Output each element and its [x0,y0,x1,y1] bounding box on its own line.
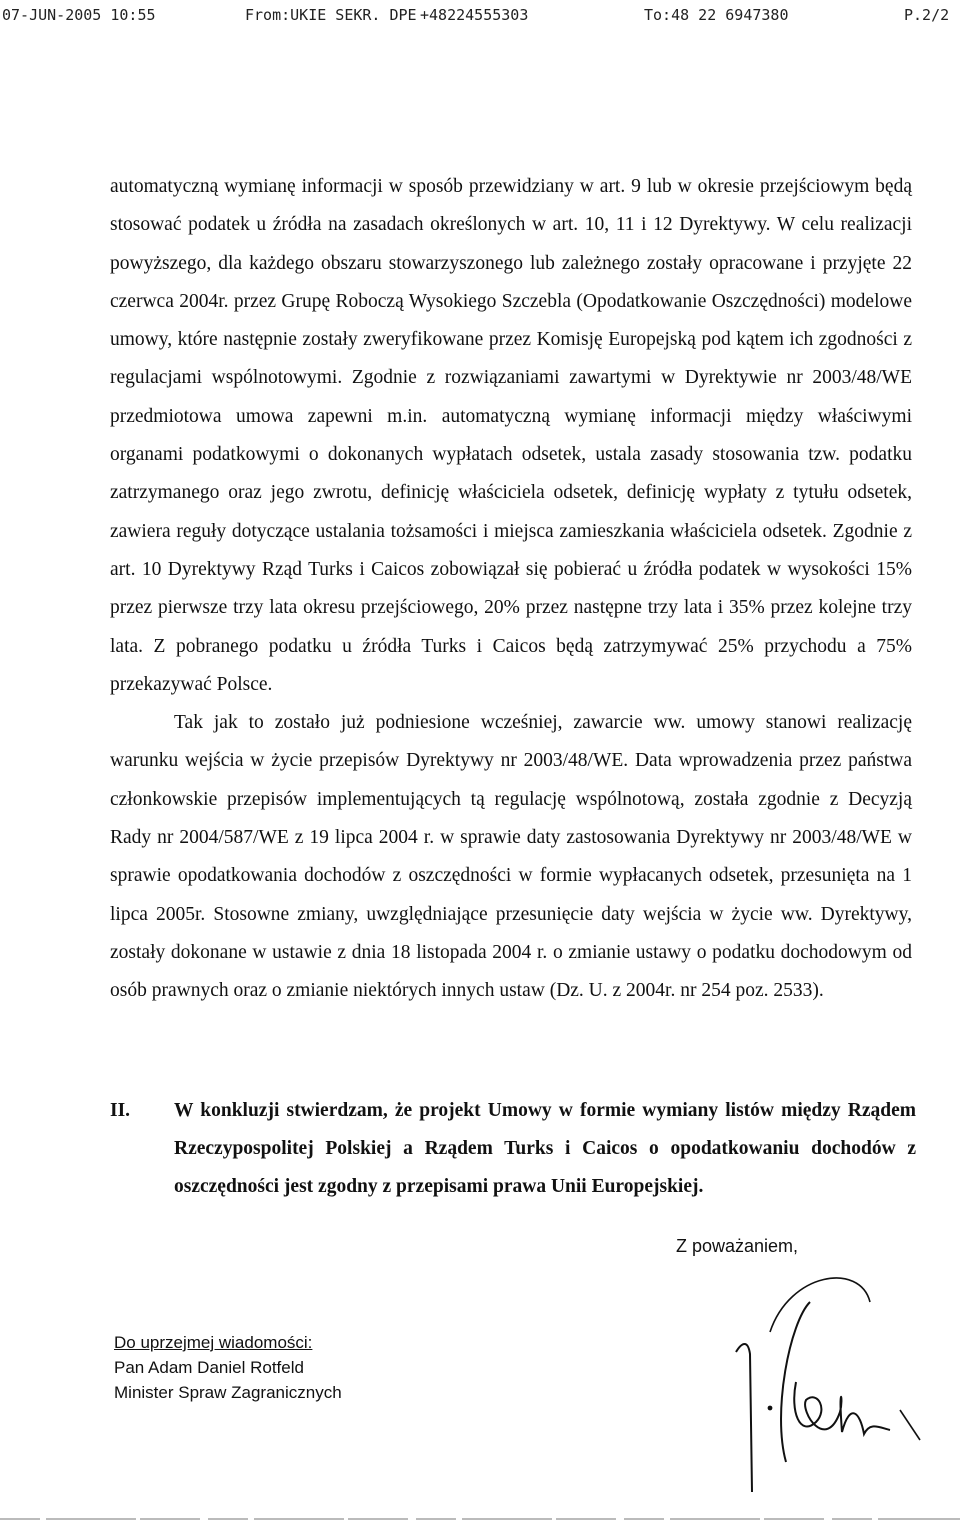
closing-salutation: Z poważaniem, [676,1236,799,1256]
conclusion-number: II. [110,1100,131,1121]
fax-recipient-number: To:48 22 6947380 [644,6,789,24]
recipient-block [114,1330,342,1405]
letter-body [110,168,912,1011]
handwritten-signature [730,1262,930,1502]
fax-sender-phone: +48224555303 [420,6,529,24]
fax-header [0,2,960,36]
fax-page-number: P.2/2 [904,6,950,24]
fax-sender: From:UKIE SEKR. DPE [245,6,417,24]
body-paragraph-1: automatyczną wymianę informacji w sposób przewidziany w art. 9 lub w okresie przejściowym będą stosować podatek u źródła na zasadach określonych w art. 10, 11 i 12 Dyrektywy. W celu realizacji powyższego, dla każdego obszaru stowarzyszonego lub zależnego zostały opracowane i przyjęte 22 czerwca 2004r. przez Grupę Roboczą Wysokiego Szczebla (Opodatkowanie Oszczędności) modelowe umowy, które następnie zostały zweryfikowane przez Komisję Europejską pod kątem ich zgodności z regulacjami wspólnotowymi. Zgodnie z rozwiązaniami zawartymi w Dyrektywie nr 2003/48/WE przedmiotowa umowa zapewni m.in. automatyczną wymianę informacji między właściwymi organami podatkowymi o dokonanych wypłatach odsetek, ustala zasady stosowania tzw. podatku zatrzymanego oraz jego zwrotu, definicję właściciela odsetek, definicję wypłaty z tytułu odsetek, zawiera reguły dotyczące ustalania tożsamości i miejsca zamieszkania właściciela odsetek. Zgodnie z art. 10 Dyrektywy Rząd Turks i Caicos zobowiązał się pobierać u źródła podatek w wysokości 15% przez pierwsze trzy lata okresu przejściowego, 20% przez następne trzy lata i 35% przez kolejne trzy lata. Z pobranego podatku u źródła Turks i Caicos będą zatrzymywać 25% przychodu a 75% przekazywać Polsce. [110,176,912,695]
fax-date-time: 07-JUN-2005 10:55 [2,6,156,24]
body-paragraph-2: Tak jak to zostało już podniesione wcześniej, zawarcie ww. umowy stanowi realizację warunku wejścia w życie przepisów Dyrektywy nr 2003/48/WE. Data wprowadzenia przez państwa członkowskie przepisów implementujących tą regulację wspólnotową, została zgodnie z Decyzją Rady nr 2004/587/WE z 19 lipca 2004 r. w sprawie daty zastosowania Dyrektywy nr 2003/48/WE w sprawie opodatkowania dochodów z oszczędności w formie wypłacanych odsetek, przesunięta na 1 lipca 2005r. Stosowne zmiany, uwzględniające przesunięcie daty wejścia w życie ww. Dyrektywy, zostały dokonane w ustawie z dnia 18 listopada 2004 r. o zmianie ustawy o podatku dochodowym od osób prawnych oraz o zmianie niektórych innych ustaw (Dz. U. z 2004r. nr 254 poz. 2533). [110,712,912,1002]
bottom-scan-line [0,1518,960,1520]
conclusion-section [110,1092,916,1206]
recipient-name: Pan Adam Daniel Rotfeld [114,1358,304,1377]
conclusion-text: W konkluzji stwierdzam, że projekt Umowy w formie wymiany listów między Rządem Rzeczypospolitej Polskiej a Rządem Turks i Caicos o opodatkowaniu dochodów z oszczędności jest zgodny z przepisami prawa Unii Europejskiej. [174,1100,916,1197]
recipient-heading: Do uprzejmej wiadomości: [114,1333,313,1352]
recipient-title: Minister Spraw Zagranicznych [114,1383,342,1402]
